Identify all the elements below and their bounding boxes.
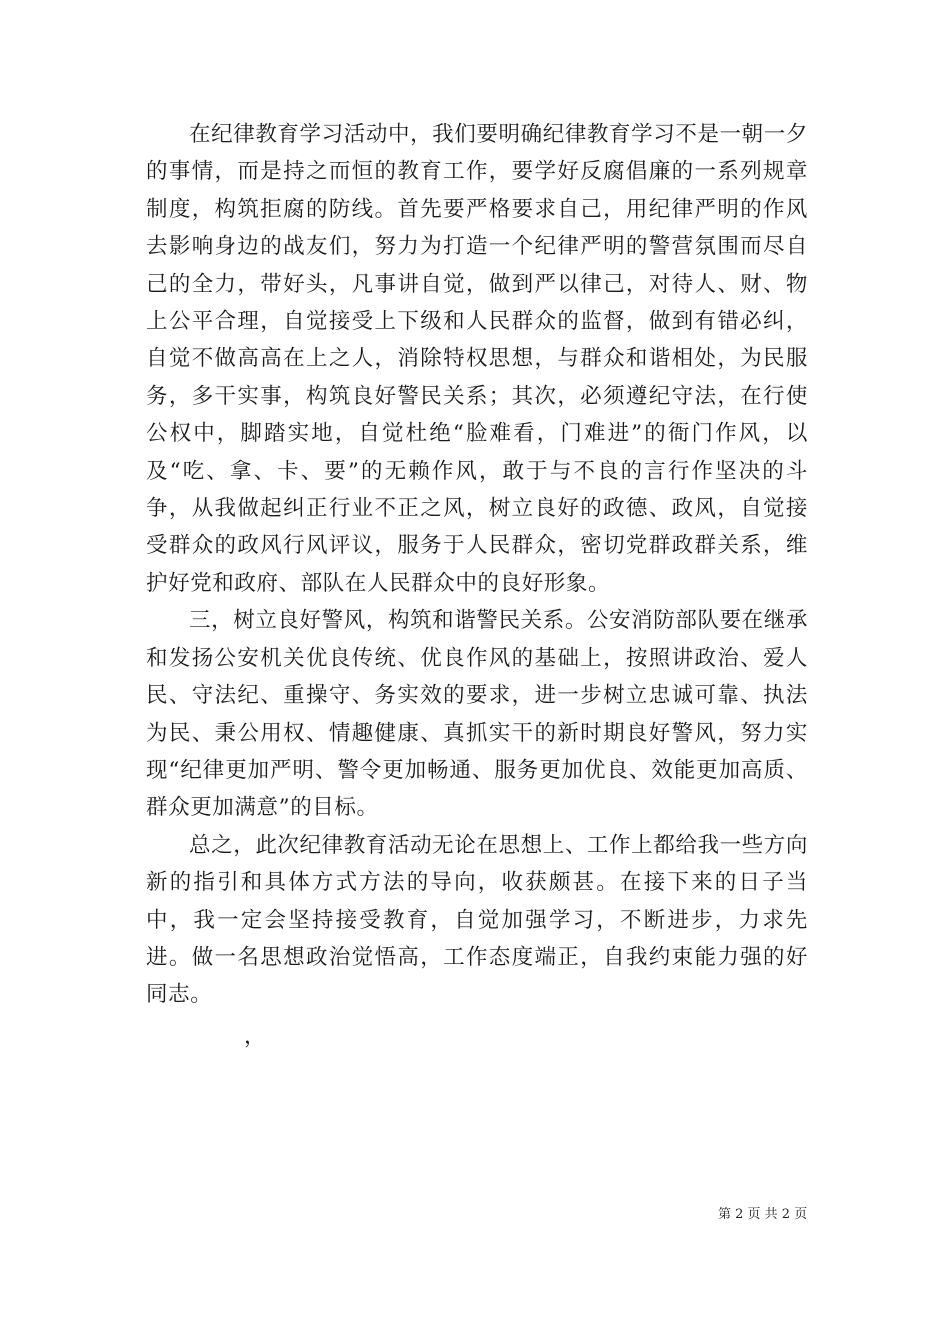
page-number-footer: 第 2 页 共 2 页 bbox=[718, 1207, 808, 1222]
trailing-punctuation: ， bbox=[244, 1024, 266, 1049]
paragraph-police-style: 三，树立良好警风，构筑和谐警民关系。公安消防部队要在继承和发扬公安机关优良传统、优良作风的基础上，按照讲政治、爱人民、守法纪、重操守、务实效的要求，进一步树立忠诚可靠、执法为民、秉公用权、情趣健康、真抓实干的新时期良好警风，努力实现“纪律更加严明、警令更加畅通、服务更加优良、效能更加高质、群众更加满意”的目标。 bbox=[146, 608, 808, 821]
paragraph-discipline-study: 在纪律教育学习活动中，我们要明确纪律教育学习不是一朝一夕的事情，而是持之而恒的教育工作，要学好反腐倡廉的一系列规章制度，构筑拒腐的防线。首先要严格要求自己，用纪律严明的作风去影响身边的战友们，努力为打造一个纪律严明的警营氛围而尽自己的全力，带好头，凡事讲自觉，做到严以律己，对待人、财、物上公平合理，自觉接受上下级和人民群众的监督，做到有错必纠，自觉不做高高在上之人，消除特权思想，与群众和谐相处，为民服务，多干实事，构筑良好警民关系；其次，必须遵纪守法，在行使公权中，脚踏实地，自觉杜绝“脸难看，门难进”的衙门作风，以及“吃、拿、卡、要”的无赖作风，敢于与不良的言行作坚决的斗争，从我做起纠正行业不正之风，树立良好的政德、政风，自觉接受群众的政风行风评议，服务于人民群众，密切党群政群关系，维护好党和政府、部队在人民群众中的良好形象。 bbox=[146, 122, 808, 596]
paragraph-conclusion: 总之，此次纪律教育活动无论在思想上、工作上都给我一些方向新的指引和具体方式方法的导向，收获颇甚。在接下来的日子当中，我一定会坚持接受教育，自觉加强学习，不断进步，力求先进。做一名思想政治觉悟高，工作态度端正，自我约束能力强的好同志。 bbox=[146, 832, 808, 1008]
document-body bbox=[146, 116, 808, 1014]
